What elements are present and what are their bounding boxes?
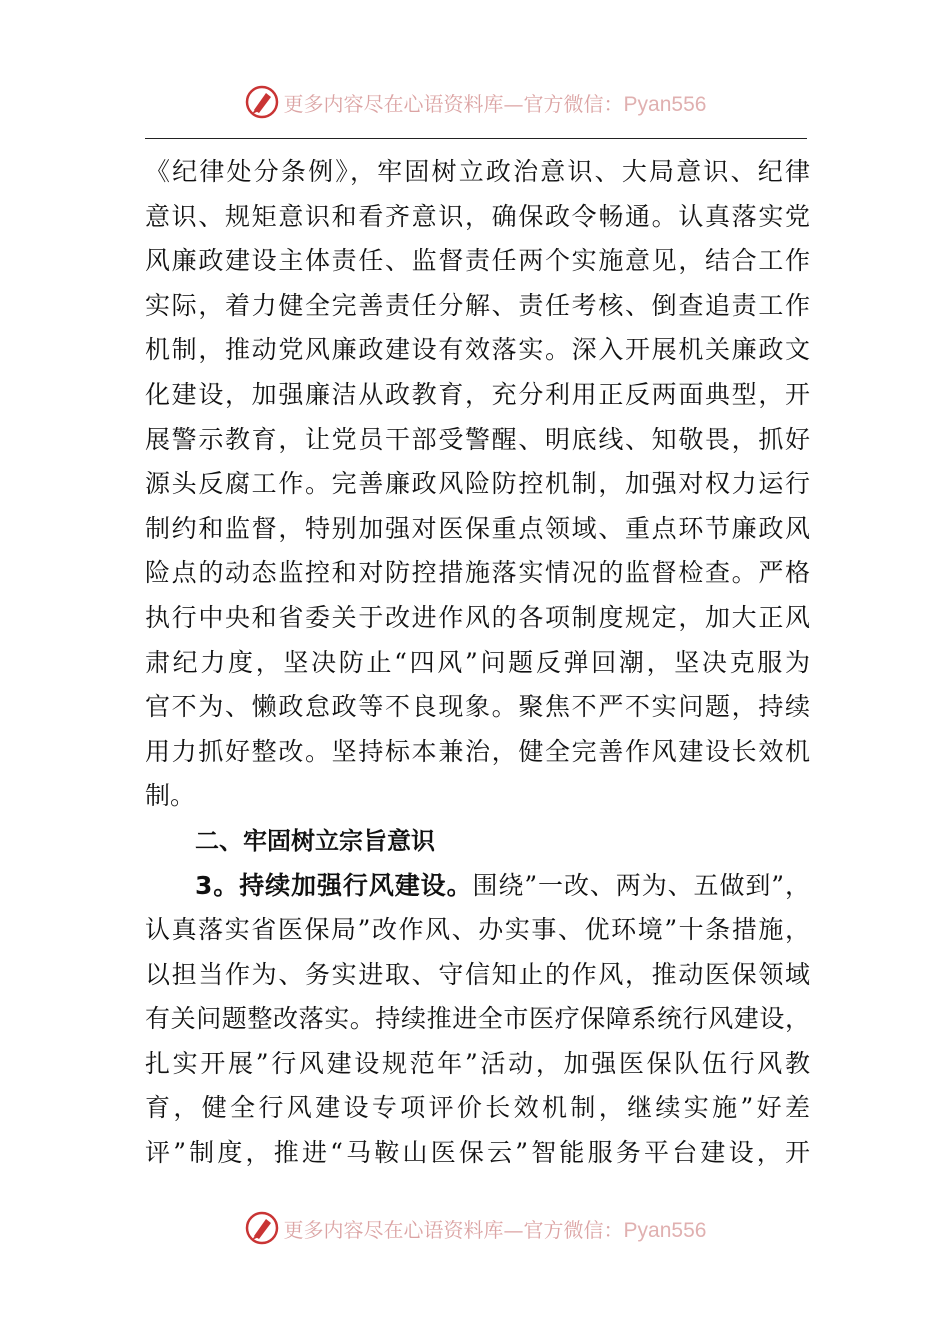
text-line: 育，健全行风建设专项评价长效机制，继续实施”好差 <box>145 1093 810 1123</box>
text-line: 险点的动态监控和对防控措施落实情况的监督检查。严格 <box>145 558 810 588</box>
footer-watermark <box>0 1206 950 1250</box>
text-line: 意识、规矩意识和看齐意识，确保政令畅通。认真落实党 <box>145 201 810 231</box>
text-line: 以担当作为、务实进取、守信知止的作风，推动医保领域 <box>145 959 810 989</box>
document-body <box>145 150 810 1176</box>
text-line: 制。 <box>145 781 196 811</box>
text-line: 有关问题整改落实。持续推进全市医疗保障系统行风建设， <box>145 1004 810 1034</box>
text-line: 扎实开展”行风建设规范年”活动，加强医保队伍行风教 <box>145 1048 810 1078</box>
paragraph-lead <box>145 864 810 909</box>
watermark-text: 更多内容尽在心语资料库—官方微信：Pyan556 <box>283 91 707 116</box>
text-line: 展警示教育，让党员干部受警醒、明底线、知敬畏，抓好 <box>145 424 810 454</box>
text-line: 机制，推动党风廉政建设有效落实。深入开展机关廉政文 <box>145 335 810 365</box>
text-line: 源头反腐工作。完善廉政风险防控机制，加强对权力运行 <box>145 469 810 499</box>
text-line: 《纪律处分条例》，牢固树立政治意识、大局意识、纪律 <box>145 157 810 186</box>
pen-nib-circle-icon <box>244 1210 280 1246</box>
paragraph-lead-bold: 3。持续加强行风建设。 <box>195 870 473 900</box>
text-line: 肃纪力度，坚决防止“四风”问题反弹回潮，坚决克服为 <box>145 647 810 677</box>
header-rule <box>145 138 807 139</box>
paragraph-lead-rest: 围绕”一改、两为、五做到”， <box>472 870 810 900</box>
text-line: 制约和监督，特别加强对医保重点领域、重点环节廉政风 <box>145 513 810 543</box>
text-line: 用力抓好整改。坚持标本兼治，健全完善作风建设长效机 <box>145 736 810 766</box>
watermark-text: 更多内容尽在心语资料库—官方微信：Pyan556 <box>283 1217 707 1242</box>
text-line: 实际，着力健全完善责任分解、责任考核、倒查追责工作 <box>145 290 810 320</box>
text-line: 官不为、懒政怠政等不良现象。聚焦不严不实问题，持续 <box>145 692 810 722</box>
section-heading: 二、牢固树立宗旨意识 <box>195 826 435 855</box>
text-line: 认真落实省医保局”改作风、办实事、优环境”十条措施， <box>145 915 810 945</box>
text-line: 化建设，加强廉洁从政教育，充分利用正反两面典型，开 <box>145 379 810 409</box>
header-watermark <box>0 80 950 124</box>
pen-nib-circle-icon <box>244 84 280 120</box>
text-line: 风廉政建设主体责任、监督责任两个实施意见，结合工作 <box>145 246 810 276</box>
text-line: 评”制度，推进“马鞍山医保云”智能服务平台建设，开 <box>145 1138 810 1168</box>
text-line: 执行中央和省委关于改进作风的各项制度规定，加大正风 <box>145 602 810 632</box>
